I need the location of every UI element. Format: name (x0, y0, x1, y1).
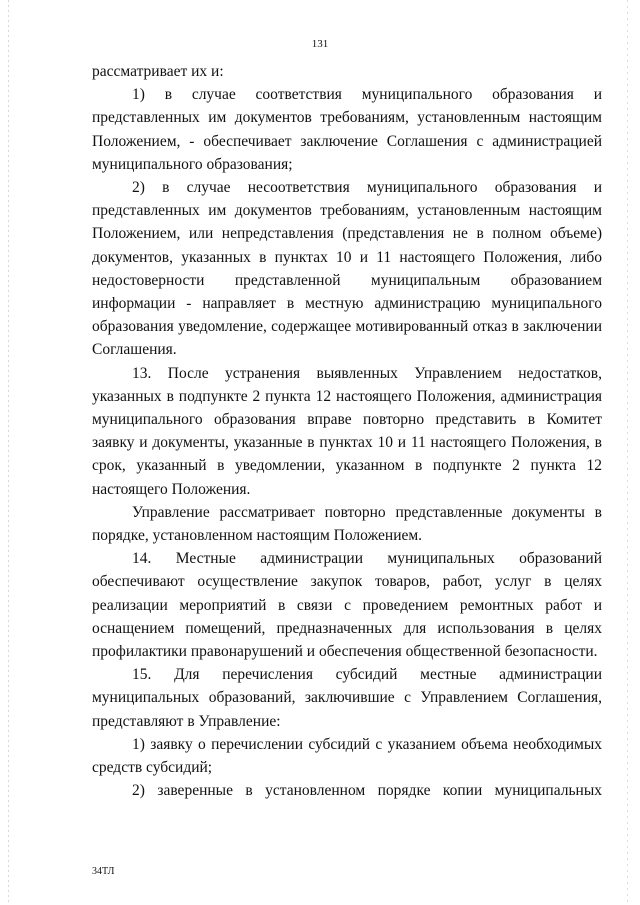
paragraph-13-review: Управление рассматривает повторно представленные документы в порядке, установленном настоящим Положением. (92, 503, 602, 545)
scan-edge-right (627, 0, 628, 905)
paragraph-15-1: 1) заявку о перечислении субсидий с указанием объема необходимых средств субсидий; (92, 735, 602, 777)
footer-code: 34ТЛ (92, 866, 115, 877)
paragraph-12-2: 2) в случае несоответствия муниципального образования и представленных им документов требованиям, установленным настоящим Положением, или непредставления (представления не в полном объеме) документов, указанных в пунктах 10 и 11 настоящего Положения, либо недостоверности представленной муниципальным образованием информации - направляет в местную администрацию муниципального образования уведомление, содержащее мотивированный отказ в заключении Соглашения. (92, 179, 602, 359)
paragraph-intro: рассматривает их и: (92, 63, 224, 80)
paragraph-15-2: 2) заверенные в установленном порядке копии муниципальных (132, 782, 602, 800)
paragraph-12-1: 1) в случае соответствия муниципального образования и представленных им документов требованиям, установленным настоящим Положением, - обеспечивает заключение Соглашения с администрацией муниципального образования; (92, 86, 602, 173)
page-number: 131 (311, 38, 329, 50)
document-body (92, 60, 602, 803)
paragraph-13: 13. После устранения выявленных Управлением недостатков, указанных в подпункте 2 пункта 12 настоящего Положения, администрация муниципального образования вправе повторно представить в Комитет заявку и документы, указанные в пунктах 10 и 11 настоящего Положения, в срок, указанный в уведомлении, указанном в подпункте 2 пункта 12 настоящего Положения. (92, 364, 602, 498)
paragraph-14: 14. Местные администрации муниципальных образований обеспечивают осуществление закупок товаров, работ, услуг в целях реализации мероприятий в связи с проведением ремонтных работ и оснащением помещений, предназначенных для использования в целях профилактики правонарушений и обеспечения общественной безопасности. (92, 550, 602, 661)
scan-edge-left (8, 0, 9, 905)
paragraph-15: 15. Для перечисления субсидий местные администрации муниципальных образований, заключившие с Управлением Соглашения, представляют в Управление: (92, 666, 602, 730)
